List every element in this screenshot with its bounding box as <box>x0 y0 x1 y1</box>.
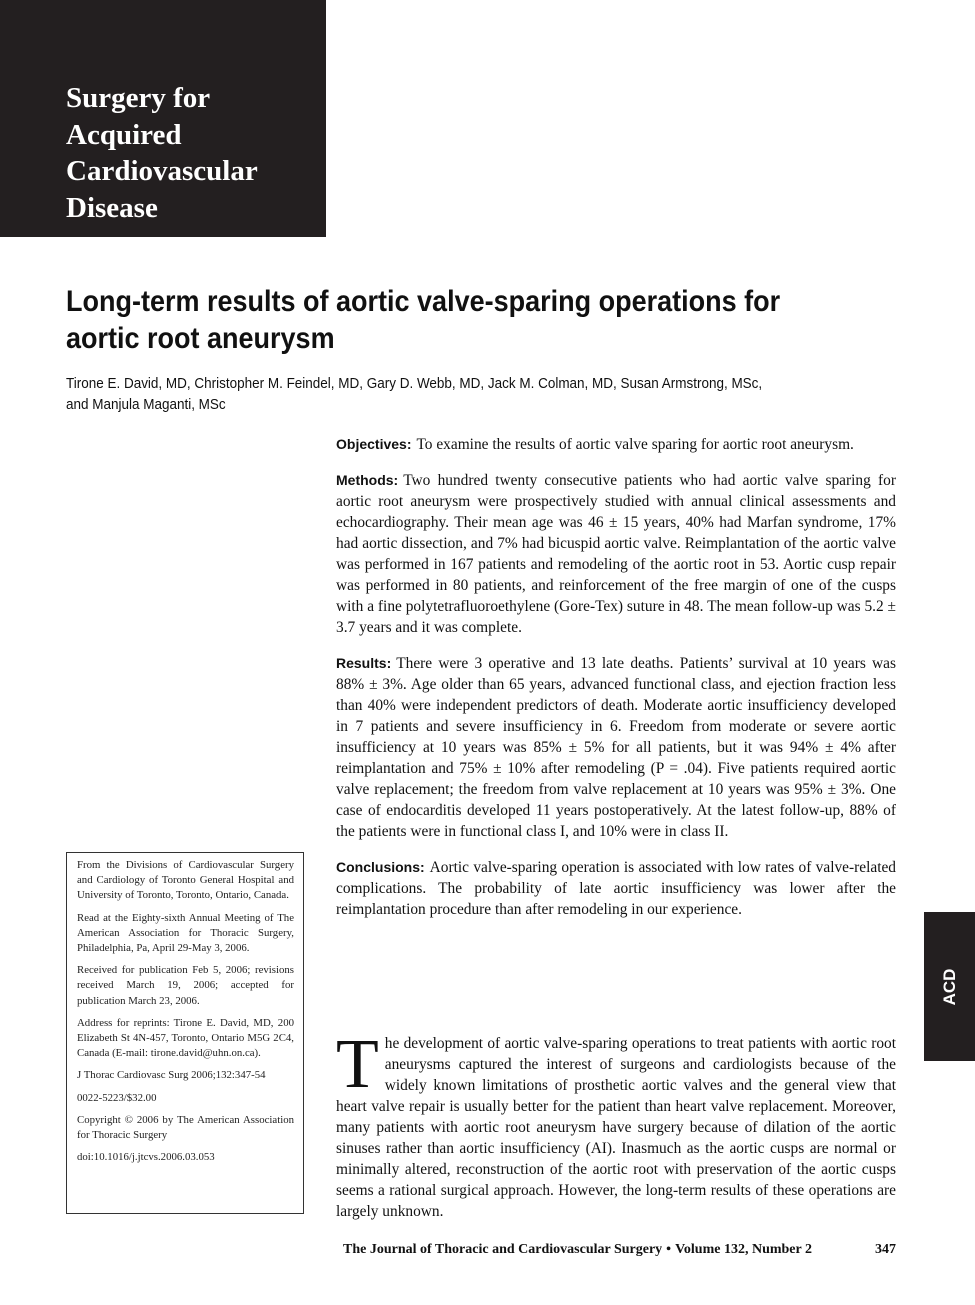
section-header-box <box>0 0 326 237</box>
abstract-text: There were 3 operative and 13 late deaths. Patients’ survival at 10 years was 88% ± 3%. Age older than 65 years, advanced functional class, and ejection fraction less than 40% were independent predictors of death. Moderate aortic insufficiency developed in 7 patients and severe insufficiency in 6. Freedom from moderate or severe aortic insufficiency at 10 years was 85% ± 5% for all patients, but it was 94% ± 4% after reimplantation and 75% ± 10% after remodeling (P = .04). Five patients required aortic valve replacement; the freedom from valve replacement at 10 years was 95% ± 3%. One case of endocarditis developed 11 years postoperatively. At the latest follow-up, 88% of the patients were in functional class I, and 10% were in class II. <box>336 655 896 840</box>
article-title-line: aortic root aneurysm <box>66 322 335 355</box>
side-tab-label: ACD <box>939 968 959 1005</box>
abstract-heading: Results: <box>336 655 392 671</box>
page-footer <box>343 1241 896 1259</box>
abstract-text: To examine the results of aortic valve sparing for aortic root aneurysm. <box>416 436 854 453</box>
citation: J Thorac Cardiovasc Surg 2006;132:347-54 <box>77 1069 266 1082</box>
journal-name: The Journal of Thoracic and Cardiovascular Surgery <box>343 1242 663 1257</box>
doi: doi:10.1016/j.jtcvs.2006.03.053 <box>77 1151 215 1164</box>
drop-cap: T <box>336 1026 379 1103</box>
abstract <box>336 434 896 935</box>
abstract-heading: Objectives: <box>336 436 412 452</box>
author-list <box>66 374 903 416</box>
article-title <box>66 283 840 357</box>
authors-line: and Manjula Maganti, MSc <box>66 397 226 413</box>
section-title <box>66 80 316 226</box>
abstract-conclusions <box>336 857 896 920</box>
meeting-note: Read at the Eighty-sixth Annual Meeting of The American Association for Thoracic Surgery, Philadelphia, Pa, April 29-May 3, 2006. <box>77 911 294 955</box>
received-note: Received for publication Feb 5, 2006; revisions received March 19, 2006; accepted for publication March 23, 2006. <box>77 964 294 1007</box>
section-title-line: Acquired <box>66 118 182 151</box>
body-text: he development of aortic valve-sparing operations to treat patients with aortic root aneurysms captured the interest of surgeons and cardiologists because of the widely known limitations of prosthetic aortic valves and the general view that heart valve repair is usually better for the patient than heart valve replacement. Moreover, many patients with aortic root aneurysm have surgery because of dilation of the aortic sinuses rather than aortic insufficiency (AI). Inasmuch as the aortic cusps are normal or minimally altered, reconstruction of the aortic root with preservation of the aortic cusps seems a rational surgical approach. However, the long-term results of these operations are largely unknown. <box>336 1035 896 1220</box>
section-title-line: Cardiovascular <box>66 155 258 187</box>
abstract-heading: Methods: <box>336 472 399 488</box>
section-side-tab <box>924 912 975 1061</box>
abstract-text: Aortic valve-sparing operation is associated with low rates of valve-related complications. The probability of late aortic insufficiency was lower after the reimplantation procedure than after remodeling in our experience. <box>336 859 896 918</box>
article-info-box <box>66 852 304 1214</box>
abstract-text: Two hundred twenty consecutive patients who had aortic valve sparing for aortic root aneurysm were prospectively studied with annual clinical assessments and echocardiography. Their mean age was 46 ± 15 years, 40% had Marfan syndrome, 17% had aortic dissection, and 7% had bicuspid aortic valve. Reimplantation of the aortic valve was performed in 167 patients and remodeling of the aortic root in 53. Aortic cusp repair was performed in 80 patients, and reinforcement of the free margin of one of the cusps with a fine polytetrafluoroethylene (Gore-Tex) suture in 48. The mean follow-up was 5.2 ± 3.7 years and it was complete. <box>336 472 896 636</box>
reprint-address: Address for reprints: Tirone E. David, MD, 200 Elizabeth St 4N-457, Toronto, Ontario M5G 2C4, Canada (E-mail: tirone.david@uhn.on.ca). <box>77 1016 294 1060</box>
bullet-separator: • <box>666 1242 672 1257</box>
abstract-objectives <box>336 434 896 455</box>
page-number: 347 <box>875 1242 896 1257</box>
section-title-line: Surgery for <box>66 82 211 114</box>
authors-line: Tirone E. David, MD, Christopher M. Feindel, MD, Gary D. Webb, MD, Jack M. Colman, MD, Susan Armstrong, MSc, <box>66 376 763 392</box>
body-paragraph <box>336 1026 896 1222</box>
abstract-methods <box>336 470 896 638</box>
section-title-line: Disease <box>66 191 158 224</box>
copyright-note: Copyright © 2006 by The American Association for Thoracic Surgery <box>77 1113 294 1142</box>
volume-info: Volume 132, Number 2 <box>675 1242 812 1257</box>
abstract-results <box>336 653 896 842</box>
issn: 0022-5223/$32.00 <box>77 1091 157 1104</box>
article-title-line: Long-term results of aortic valve-sparing operations for <box>66 285 781 318</box>
affiliation-note: From the Divisions of Cardiovascular Surgery and Cardiology of Toronto General Hospital and University of Toronto, Toronto, Ontario, Canada. <box>77 859 294 902</box>
abstract-heading: Conclusions: <box>336 859 425 875</box>
